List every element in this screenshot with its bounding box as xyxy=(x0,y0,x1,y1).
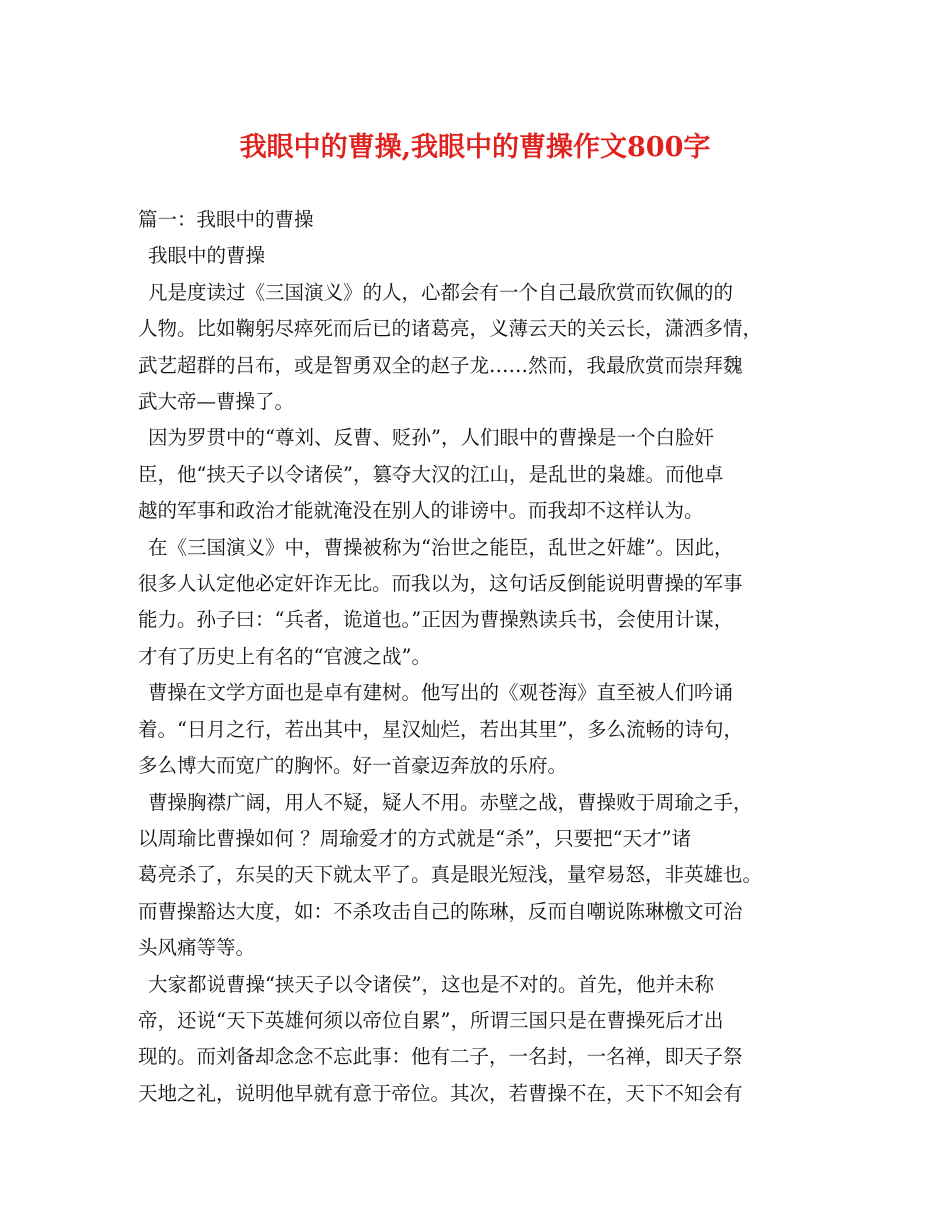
document-title: 我眼中的曹操,我眼中的曹操作文800字 xyxy=(239,132,711,163)
paragraph xyxy=(138,675,818,784)
paragraph-line: 才有了历史上有名的“官渡之战”。 xyxy=(138,644,431,668)
paragraph-line: 武大帝—曹操了。 xyxy=(138,390,295,414)
subheading: 我眼中的曹操 xyxy=(148,244,266,268)
paragraph-line: 凡是度读过《三国演义》的人，心都会有一个自己最欣赏而钦佩的的 xyxy=(148,280,734,304)
paragraph xyxy=(138,420,818,529)
paragraph-line: 着。“日月之行，若出其中，星汉灿烂，若出其里”，多么流畅的诗句， xyxy=(138,717,743,741)
paragraph-line: 在《三国演义》中，曹操被称为“治世之能臣，乱世之奸雄”。因此， xyxy=(148,535,734,559)
document-body xyxy=(138,202,818,1112)
paragraph-line: 头风痛等等。 xyxy=(138,936,256,960)
paragraph xyxy=(138,785,818,967)
paragraph-line: 武艺超群的吕布，或是智勇双全的赵子龙……然而，我最欣赏而崇拜魏 xyxy=(138,353,743,377)
paragraph-line: 曹操胸襟广阔，用人不疑，疑人不用。赤壁之战，曹操败于周瑜之手， xyxy=(148,790,753,814)
paragraph-line: 而曹操豁达大度，如：不杀攻击自己的陈琳，反而自嘲说陈琳檄文可治 xyxy=(138,899,743,923)
paragraph-line: 臣，他“挟天子以令诸侯”，篡夺大汉的江山，是乱世的枭雄。而他卓 xyxy=(138,462,724,486)
paragraph-line: 以周瑜比曹操如何 ？周瑜爱才的方式就是“杀”，只要把“天才”诸 xyxy=(138,826,692,850)
paragraph-line: 大家都说曹操“挟天子以令诸侯”，这也是不对的。首先，他并未称 xyxy=(148,972,714,996)
paragraph-line: 越的军事和政治才能就淹没在别人的诽谤中。而我却不这样认为。 xyxy=(138,499,704,523)
paragraph-line: 帝，还说“天下英雄何须以帝位自累”，所谓三国只是在曹操死后才出 xyxy=(138,1008,724,1032)
paragraph xyxy=(138,530,818,676)
paragraph-line: 人物。比如鞠躬尽瘁死而后已的诸葛亮，义薄云天的关云长，潇洒多情， xyxy=(138,317,763,341)
paragraph-line: 多么博大而宽广的胸怀。好一首豪迈奔放的乐府。 xyxy=(138,754,568,778)
paragraph-line: 因为罗贯中的“尊刘、反曹、贬孙”，人们眼中的曹操是一个白脸奸 xyxy=(148,426,714,450)
paragraph-line: 能力。孙子曰：“兵者，诡道也。”正因为曹操熟读兵书，会使用计谋， xyxy=(138,608,734,632)
paragraph-line: 葛亮杀了，东吴的天下就太平了。真是眼光短浅，量窄易怒，非英雄也。 xyxy=(138,863,763,887)
paragraph-line: 现的。而刘备却念念不忘此事：他有二子，一名封，一名禅，即天子祭 xyxy=(138,1045,743,1069)
paragraph-line: 曹操在文学方面也是卓有建树。他写出的《观苍海》直至被人们吟诵 xyxy=(148,681,734,705)
section-heading: 篇一：我眼中的曹操 xyxy=(138,208,314,231)
paragraph xyxy=(138,967,818,1113)
paragraph-line: 很多人认定他必定奸诈无比。而我以为，这句话反倒能说明曹操的军事 xyxy=(138,572,743,596)
paragraph-line: 天地之礼，说明他早就有意于帝位。其次，若曹操不在，天下不知会有 xyxy=(138,1081,743,1105)
paragraph xyxy=(138,275,818,421)
